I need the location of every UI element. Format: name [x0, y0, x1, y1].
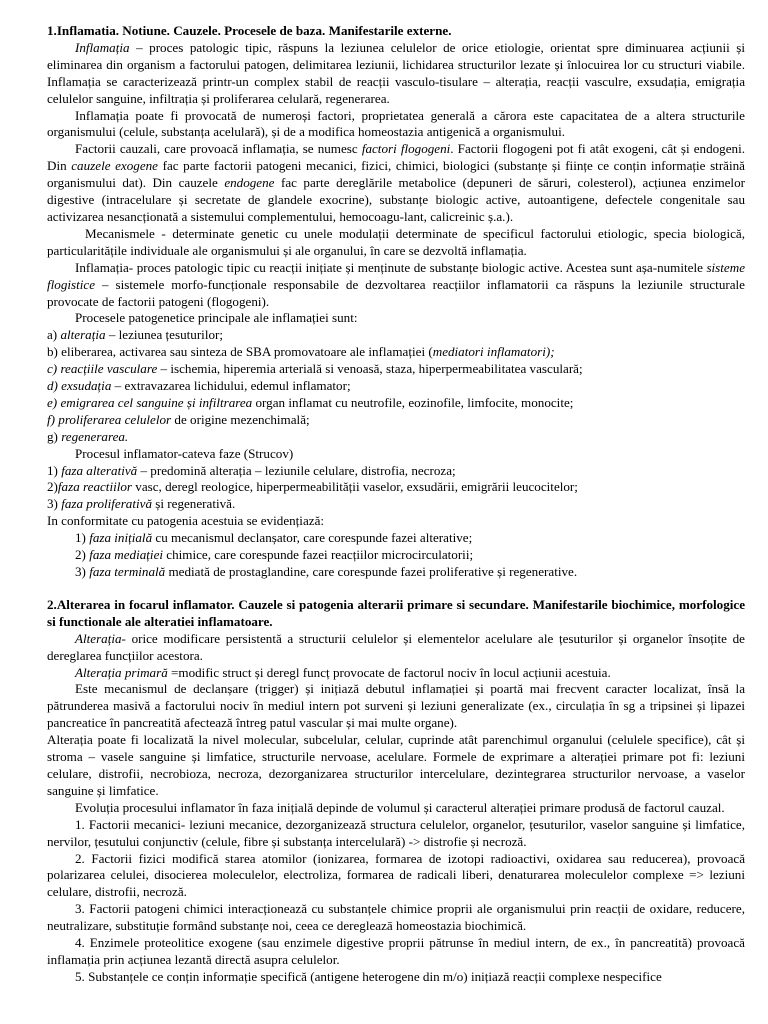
term: cauzele exogene — [71, 158, 158, 174]
numbered-item: 4. Enzimele proteolitice exogene (sau enzimele digestive proprii pătrunse în mediul intern, de ex., în pancreatită) provoacă inflamația prin acțiunea lezantă directă asupra celulelor. — [47, 935, 745, 967]
term: e) emigrarea cel sanguine și infiltrarea — [47, 394, 253, 410]
term: c) reacțiile vasculare — [47, 361, 158, 377]
paragraph: Evoluția procesului inflamator în faza inițială depinde de volumul și caracterul alterației primare produsă de factorul cauzal. — [75, 799, 725, 815]
text: 3) — [47, 496, 62, 512]
text: fac parte factorii patogeni mecanici, fizici, chimici, biologici (substanțe și ființe ce conțin informație străină organismului dat). Din cauzele — [47, 158, 745, 191]
paragraph: In conformitate cu patogenia acestuia se evidențiază: — [47, 513, 325, 529]
list-item — [47, 344, 745, 361]
paragraph: Inflamația poate fi provocată de numeroși factori, proprietatea generală a cărora este capacitatea de a altera structurile organismului (celule, substanța acelulară), și de a modifica homeostazia antigenică a organismului. — [47, 107, 745, 140]
text: 1) — [47, 462, 62, 478]
list-item — [47, 463, 745, 480]
list-item — [47, 412, 745, 429]
paragraph: Mecanismele - determinate genetic cu unele modulații determinate de specificul factorului etiologic, specia biologică, particularitățile individuale ale organismului și ale organului, în care se dezvoltă inflamația. — [47, 225, 745, 258]
text: chimice, care corespunde fazei reacțiilor microcirculatorii; — [163, 547, 474, 563]
paragraph — [47, 40, 745, 108]
text: de origine mezenchimală; — [171, 411, 310, 427]
text: – ischemia, hiperemia arterială si venoasă, staza, hiperpermeabilitatea vasculară; — [157, 361, 583, 377]
text: g) — [47, 428, 62, 444]
paragraph: Procesele patogenetice principale ale inflamației sunt: — [75, 310, 358, 326]
text: a) — [47, 327, 61, 343]
list-item — [47, 429, 745, 446]
text: cu mecanismul declanșator, care corespunde fazei alterative; — [152, 530, 473, 546]
numbered-item: 5. Substanțele ce conțin informație specifică (antigene heterogene din m/o) inițiază reacții complexe nespecifice — [75, 968, 662, 984]
term: faza inițială — [89, 530, 153, 546]
text: Factorii cauzali, care provoacă inflamația, se numesc — [75, 141, 362, 157]
text: organ inflamat cu neutrofile, eozinofile, limfocite, monocite; — [252, 394, 574, 410]
term: faza reactiilor — [57, 479, 132, 495]
term: regenerarea. — [61, 428, 129, 444]
paragraph — [47, 665, 745, 682]
list-item — [47, 479, 745, 496]
section1-heading: 1.Inflamatia. Notiune. Cauzele. Procesele de baza. Manifestarile externe. — [47, 23, 452, 38]
list-item — [47, 564, 745, 581]
list-item — [47, 547, 745, 564]
text: . Factorii flogogeni pot fi atât exogeni, cât și endogeni. Din — [47, 141, 745, 174]
list-item — [47, 378, 745, 395]
term: faza mediației — [89, 547, 164, 563]
text: 2) — [47, 479, 58, 495]
document-body — [47, 23, 745, 986]
text: mediată de prostaglandine, care corespunde fazei proliferative și regenerative. — [165, 564, 578, 579]
section-spacer — [47, 581, 745, 597]
text: b) eliberarea, activarea sau sinteza de SBA promovatoare ale inflamației ( — [47, 344, 433, 360]
list-item — [47, 361, 745, 378]
list-item — [47, 327, 745, 344]
term: faza alterativă — [61, 462, 138, 478]
term: d) exsudația — [47, 378, 112, 394]
section2-heading: 2.Alterarea in focarul inflamator. Cauzele si patogenia alterarii primare si secundare. Manifestarile biochimice, morfologice si functionale ale alteratiei inflamatoare. — [47, 596, 745, 629]
text: și regenerativă. — [152, 496, 236, 512]
text: vasc, deregl reologice, hiperpermeabilității vaselor, exsudării, emigrării leucocitelor; — [132, 479, 578, 495]
term: sisteme flogistice — [47, 259, 745, 292]
text: – proces patologic tipic, răspuns la leziunea celulelor de orice etiologie, orientat spre diminuarea acțiunii și eliminarea din organism a factorului patogen, delimitarea leziunii, lichidarea structurilor lezate și înlocuirea lor cu structuri viabile. Inflamația se caracterizează printr-un complex stabil de reacții vasculo-tisulare – alterația, reacții vasculre, exsudația, emigrația celulelor sanguine, infiltrația și proliferarea celulară, regenerarea. — [47, 39, 745, 106]
term: factori flogogeni — [361, 141, 451, 157]
term: faza terminală — [89, 564, 166, 579]
term: Alterația primară — [75, 664, 168, 680]
numbered-item: 3. Factorii patogeni chimici interacționează cu substanțele chimice proprii ale organismului prin reacții de oxidare, reducere, neutralizare, substituție formând substanțe noi, ceea ce deregleazā homeostazia biochimică. — [47, 901, 745, 934]
paragraph — [47, 260, 745, 311]
text: =modific struct și deregl funcț provocate de factorul nociv în locul acțiunii acestuia. — [167, 664, 611, 680]
numbered-item: 2. Factorii fizici modifică starea atomilor (ionizarea, formarea de izotopi radioactivi, oxidarea sau reducerea), provoacă polarizarea celulei, disocierea moleculelor, electroliza, formarea de radicali liberi, denaturarea moleculelor complexe => leziuni celulare, distrofii, necroză. — [47, 850, 745, 900]
text: fac parte dereglările metabolice (depuneri de săruri, colesterol), acțiunea enzimelor digestive (intracelulare și secretate de glandele exocrine), substanțe biologic active, autoantigene, defectele congenitale sau activizarea nesancționată a sistemului complementului, hemocoagu-lant, calicreinic ș.a.). — [47, 175, 745, 224]
text: – leziunea țesuturilor; — [105, 327, 224, 343]
term: Alterația- — [75, 630, 126, 646]
text: orice modificare persistentă a structurii celulelor și elementelor acelulare ale țesuturilor și organelor însoțite de dereglarea funcțiilor acestora. — [47, 630, 745, 663]
list-item — [47, 496, 745, 513]
paragraph — [47, 631, 745, 665]
list-item — [47, 530, 745, 547]
term: faza proliferativă — [61, 496, 152, 512]
text: 1) — [75, 530, 90, 546]
term: mediatori inflamatori); — [432, 344, 555, 360]
text: – predomină alterația – leziunile celulare, distrofia, necroza; — [137, 462, 456, 478]
paragraph — [47, 141, 745, 226]
list-item — [47, 395, 745, 412]
numbered-item: 1. Factorii mecanici- leziuni mecanice, dezorganizează structura celulelor, organelor, țesuturilor, vaselor sanguine și limfatice, nervilor, țesutului conjunctiv (celule, fibre și substanța intercelulară) -> distrofie și necroză. — [47, 816, 745, 849]
text: 2) — [75, 547, 90, 563]
text: – extravazarea lichidului, edemul inflamator; — [111, 378, 351, 394]
text: 3) — [75, 564, 90, 579]
paragraph: Procesul inflamator-cateva faze (Strucov) — [75, 445, 294, 461]
paragraph: Este mecanismul de declanșare (trigger) și inițiază debutul inflamației și poartă mai frecvent caracter localizat, însă la pătrunderea masivă a factorului nociv în mediul intern pot surveni și leziuni generalizate (ex., circulația în sg a tripsinei și lipazei pancreatice în pancreatită afectează întreg patul vascular și mai multe organe). — [47, 681, 745, 731]
term: endogene — [224, 175, 275, 191]
text: – sistemele morfo-funcționale responsabile de dezvoltarea reacțiilor inflamatorii ca răspuns la leziunile structurale provocate de factorii patogeni (flogogeni). — [47, 276, 745, 309]
term: alterația — [60, 327, 106, 343]
paragraph: Alterația poate fi localizată la nivel molecular, subcelular, celular, cuprinde atât parenchimul organului (celulele specifice), cât și stroma – vasele sanguine și limfatice, structurile nervoase, acelulare. Formele de exprimare a alterației primare pot fi: leziuni celulare, distrofii, necrobioza, necroza, dezorganizarea structurilor intercelulare, dezintegrarea structurilor nervoase, a vaselor sanguine și limfatice. — [47, 732, 745, 798]
term: f) proliferarea celulelor — [47, 411, 172, 427]
term: Inflamația — [75, 39, 130, 55]
text: Inflamația- proces patologic tipic cu reacții inițiate și menținute de substanțe biologic active. Acestea sunt așa-numitele — [75, 259, 707, 275]
